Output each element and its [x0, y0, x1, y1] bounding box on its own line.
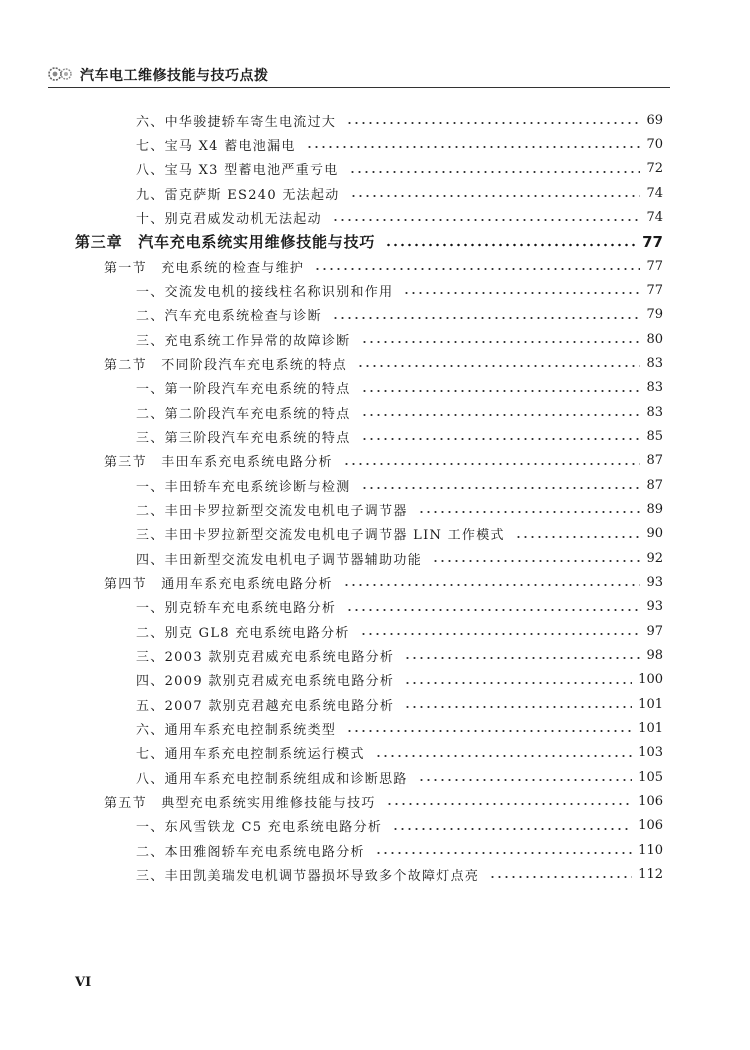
toc-entry-title: 三、第三阶段汽车充电系统的特点: [136, 430, 351, 446]
toc-item-row: [75, 108, 663, 132]
toc-item-row: [75, 181, 663, 205]
toc-entry-title: 一、交流发电机的接线柱名称识别和作用: [136, 284, 394, 300]
dot-leader: [332, 303, 641, 327]
toc-item-row: [75, 814, 663, 838]
toc-entry-title: 三、2003 款别克君威充电系统电路分析: [136, 649, 395, 665]
gear-logo-icon: [48, 66, 74, 82]
toc-item-row: [75, 838, 663, 862]
dot-leader: [314, 254, 640, 278]
toc-chapter-row: [75, 230, 663, 254]
dot-leader: [418, 497, 641, 521]
toc-item-row: [75, 303, 663, 327]
toc-entry-title: 三、丰田凯美瑞发电机调节器损坏导致多个故障灯点亮: [136, 868, 480, 884]
toc-item-row: [75, 595, 663, 619]
toc-entry-title: 七、通用车系充电控制系统运行模式: [136, 747, 365, 763]
toc-entry-title: 六、中华骏捷轿车寄生电流过大: [136, 114, 337, 130]
toc-page-number: 69: [646, 112, 663, 128]
dot-leader: [489, 862, 632, 886]
toc-section-row: [75, 449, 663, 473]
dot-leader: [332, 205, 641, 229]
toc-page-number: 83: [646, 404, 663, 420]
book-title: 汽车电工维修技能与技巧点拨: [80, 68, 269, 84]
dot-leader: [346, 595, 640, 619]
dot-leader: [343, 449, 641, 473]
toc-page-number: 77: [646, 282, 663, 298]
dot-leader: [386, 789, 632, 813]
toc-entry-title: 第四节 通用车系充电系统电路分析: [104, 576, 333, 592]
toc-page-number: 83: [646, 380, 663, 396]
header-rule: [48, 87, 670, 88]
toc-item-row: [75, 765, 663, 789]
toc-entry-title: 第一节 充电系统的检查与维护: [104, 260, 305, 276]
dot-leader: [418, 765, 632, 789]
toc-page-number: 92: [646, 550, 663, 566]
dot-leader: [360, 619, 641, 643]
toc-item-row: [75, 546, 663, 570]
dot-leader: [343, 570, 641, 594]
toc-page-number: 112: [638, 866, 663, 882]
toc-page-number: 110: [638, 842, 663, 858]
toc-page-number: 93: [646, 574, 663, 590]
toc-page-number: 87: [646, 477, 663, 493]
toc-page-number: 80: [646, 331, 663, 347]
dot-leader: [361, 327, 641, 351]
toc-item-row: [75, 132, 663, 156]
toc-entry-title: 四、丰田新型交流发电机电子调节器辅助功能: [136, 552, 423, 568]
dot-leader: [306, 132, 641, 156]
toc-entry-title: 第三节 丰田车系充电系统电路分析: [104, 455, 333, 471]
dot-leader: [349, 157, 641, 181]
toc-section-row: [75, 570, 663, 594]
toc-item-row: [75, 278, 663, 302]
toc-item-row: [75, 497, 663, 521]
toc-item-row: [75, 205, 663, 229]
toc-section-row: [75, 254, 663, 278]
toc-entry-title: 二、丰田卡罗拉新型交流发电机电子调节器: [136, 503, 408, 519]
toc-page-number: 77: [642, 232, 663, 251]
dot-leader: [404, 643, 640, 667]
toc-item-row: [75, 643, 663, 667]
toc-page-number: 90: [646, 526, 663, 542]
toc-item-row: [75, 668, 663, 692]
toc-item-row: [75, 716, 663, 740]
toc-entry-title: 第二节 不同阶段汽车充电系统的特点: [104, 357, 348, 373]
dot-leader: [392, 814, 632, 838]
dot-leader: [346, 108, 640, 132]
toc-entry-title: 第五节 典型充电系统实用维修技能与技巧: [104, 795, 376, 811]
toc-page-number: 106: [638, 793, 663, 809]
dot-leader: [404, 692, 632, 716]
dot-leader: [375, 741, 632, 765]
dot-leader: [346, 716, 632, 740]
dot-leader: [350, 181, 641, 205]
toc-item-row: [75, 741, 663, 765]
toc-page-number: 85: [646, 428, 663, 444]
dot-leader: [432, 546, 640, 570]
toc-page-number: 70: [646, 136, 663, 152]
toc-entry-title: 五、2007 款别克君越充电系统电路分析: [136, 698, 395, 714]
toc-item-row: [75, 327, 663, 351]
toc-entry-title: 二、本田雅阁轿车充电系统电路分析: [136, 844, 365, 860]
dot-leader: [375, 838, 632, 862]
toc-page-number: 97: [646, 623, 663, 639]
toc-item-row: [75, 424, 663, 448]
toc-page-number: 106: [638, 818, 663, 834]
dot-leader: [361, 473, 641, 497]
toc-page-number: 77: [646, 258, 663, 274]
toc-item-row: [75, 400, 663, 424]
dot-leader: [361, 376, 641, 400]
toc-entry-title: 八、宝马 X3 型蓄电池严重亏电: [136, 163, 339, 179]
toc-entry-title: 四、2009 款别克君威充电系统电路分析: [136, 674, 395, 690]
toc-item-row: [75, 862, 663, 886]
toc-page-number: 105: [638, 769, 663, 785]
toc-item-row: [75, 619, 663, 643]
toc-entry-title: 二、别克 GL8 充电系统电路分析: [136, 625, 350, 641]
toc-entry-title: 二、第二阶段汽车充电系统的特点: [136, 406, 351, 422]
toc-entry-title: 一、第一阶段汽车充电系统的特点: [136, 382, 351, 398]
toc-item-row: [75, 692, 663, 716]
toc-item-row: [75, 157, 663, 181]
toc-page-number: 83: [646, 355, 663, 371]
toc-page-number: 93: [646, 599, 663, 615]
dot-leader: [361, 424, 641, 448]
dot-leader: [515, 522, 641, 546]
toc-entry-title: 九、雷克萨斯 ES240 无法起动: [136, 187, 340, 203]
dot-leader: [357, 351, 640, 375]
page-header: [48, 62, 670, 88]
dot-leader: [385, 230, 636, 254]
toc-item-row: [75, 473, 663, 497]
page-number: VI: [75, 975, 92, 990]
toc-section-row: [75, 351, 663, 375]
toc-page-number: 79: [646, 307, 663, 323]
toc-entry-title: 三、丰田卡罗拉新型交流发电机电子调节器 LIN 工作模式: [136, 528, 505, 544]
toc-page-number: 89: [646, 501, 663, 517]
toc-entry-title: 一、丰田轿车充电系统诊断与检测: [136, 479, 351, 495]
toc-page-number: 72: [646, 161, 663, 177]
toc-entry-title: 二、汽车充电系统检查与诊断: [136, 309, 322, 325]
dot-leader: [403, 278, 640, 302]
toc-page-number: 74: [646, 185, 663, 201]
toc-entry-title: 三、充电系统工作异常的故障诊断: [136, 333, 351, 349]
dot-leader: [404, 668, 632, 692]
toc-section-row: [75, 789, 663, 813]
toc-entry-title: 一、东风雪铁龙 C5 充电系统电路分析: [136, 820, 383, 836]
toc-entry-title: 八、通用车系充电控制系统组成和诊断思路: [136, 771, 408, 787]
toc-entry-title: 六、通用车系充电控制系统类型: [136, 722, 337, 738]
toc-page-number: 103: [638, 745, 663, 761]
toc-page-number: 98: [646, 647, 663, 663]
table-of-contents: [75, 108, 663, 887]
toc-page-number: 87: [646, 453, 663, 469]
toc-page-number: 74: [646, 209, 663, 225]
dot-leader: [361, 400, 641, 424]
toc-item-row: [75, 376, 663, 400]
toc-entry-title: 七、宝马 X4 蓄电池漏电: [136, 138, 296, 154]
toc-entry-title: 第三章 汽车充电系统实用维修技能与技巧: [75, 233, 376, 252]
toc-page-number: 101: [638, 720, 663, 736]
toc-item-row: [75, 522, 663, 546]
toc-page-number: 100: [638, 672, 663, 688]
toc-entry-title: 十、别克君威发动机无法起动: [136, 211, 322, 227]
toc-page-number: 101: [638, 696, 663, 712]
toc-entry-title: 一、别克轿车充电系统电路分析: [136, 601, 337, 617]
